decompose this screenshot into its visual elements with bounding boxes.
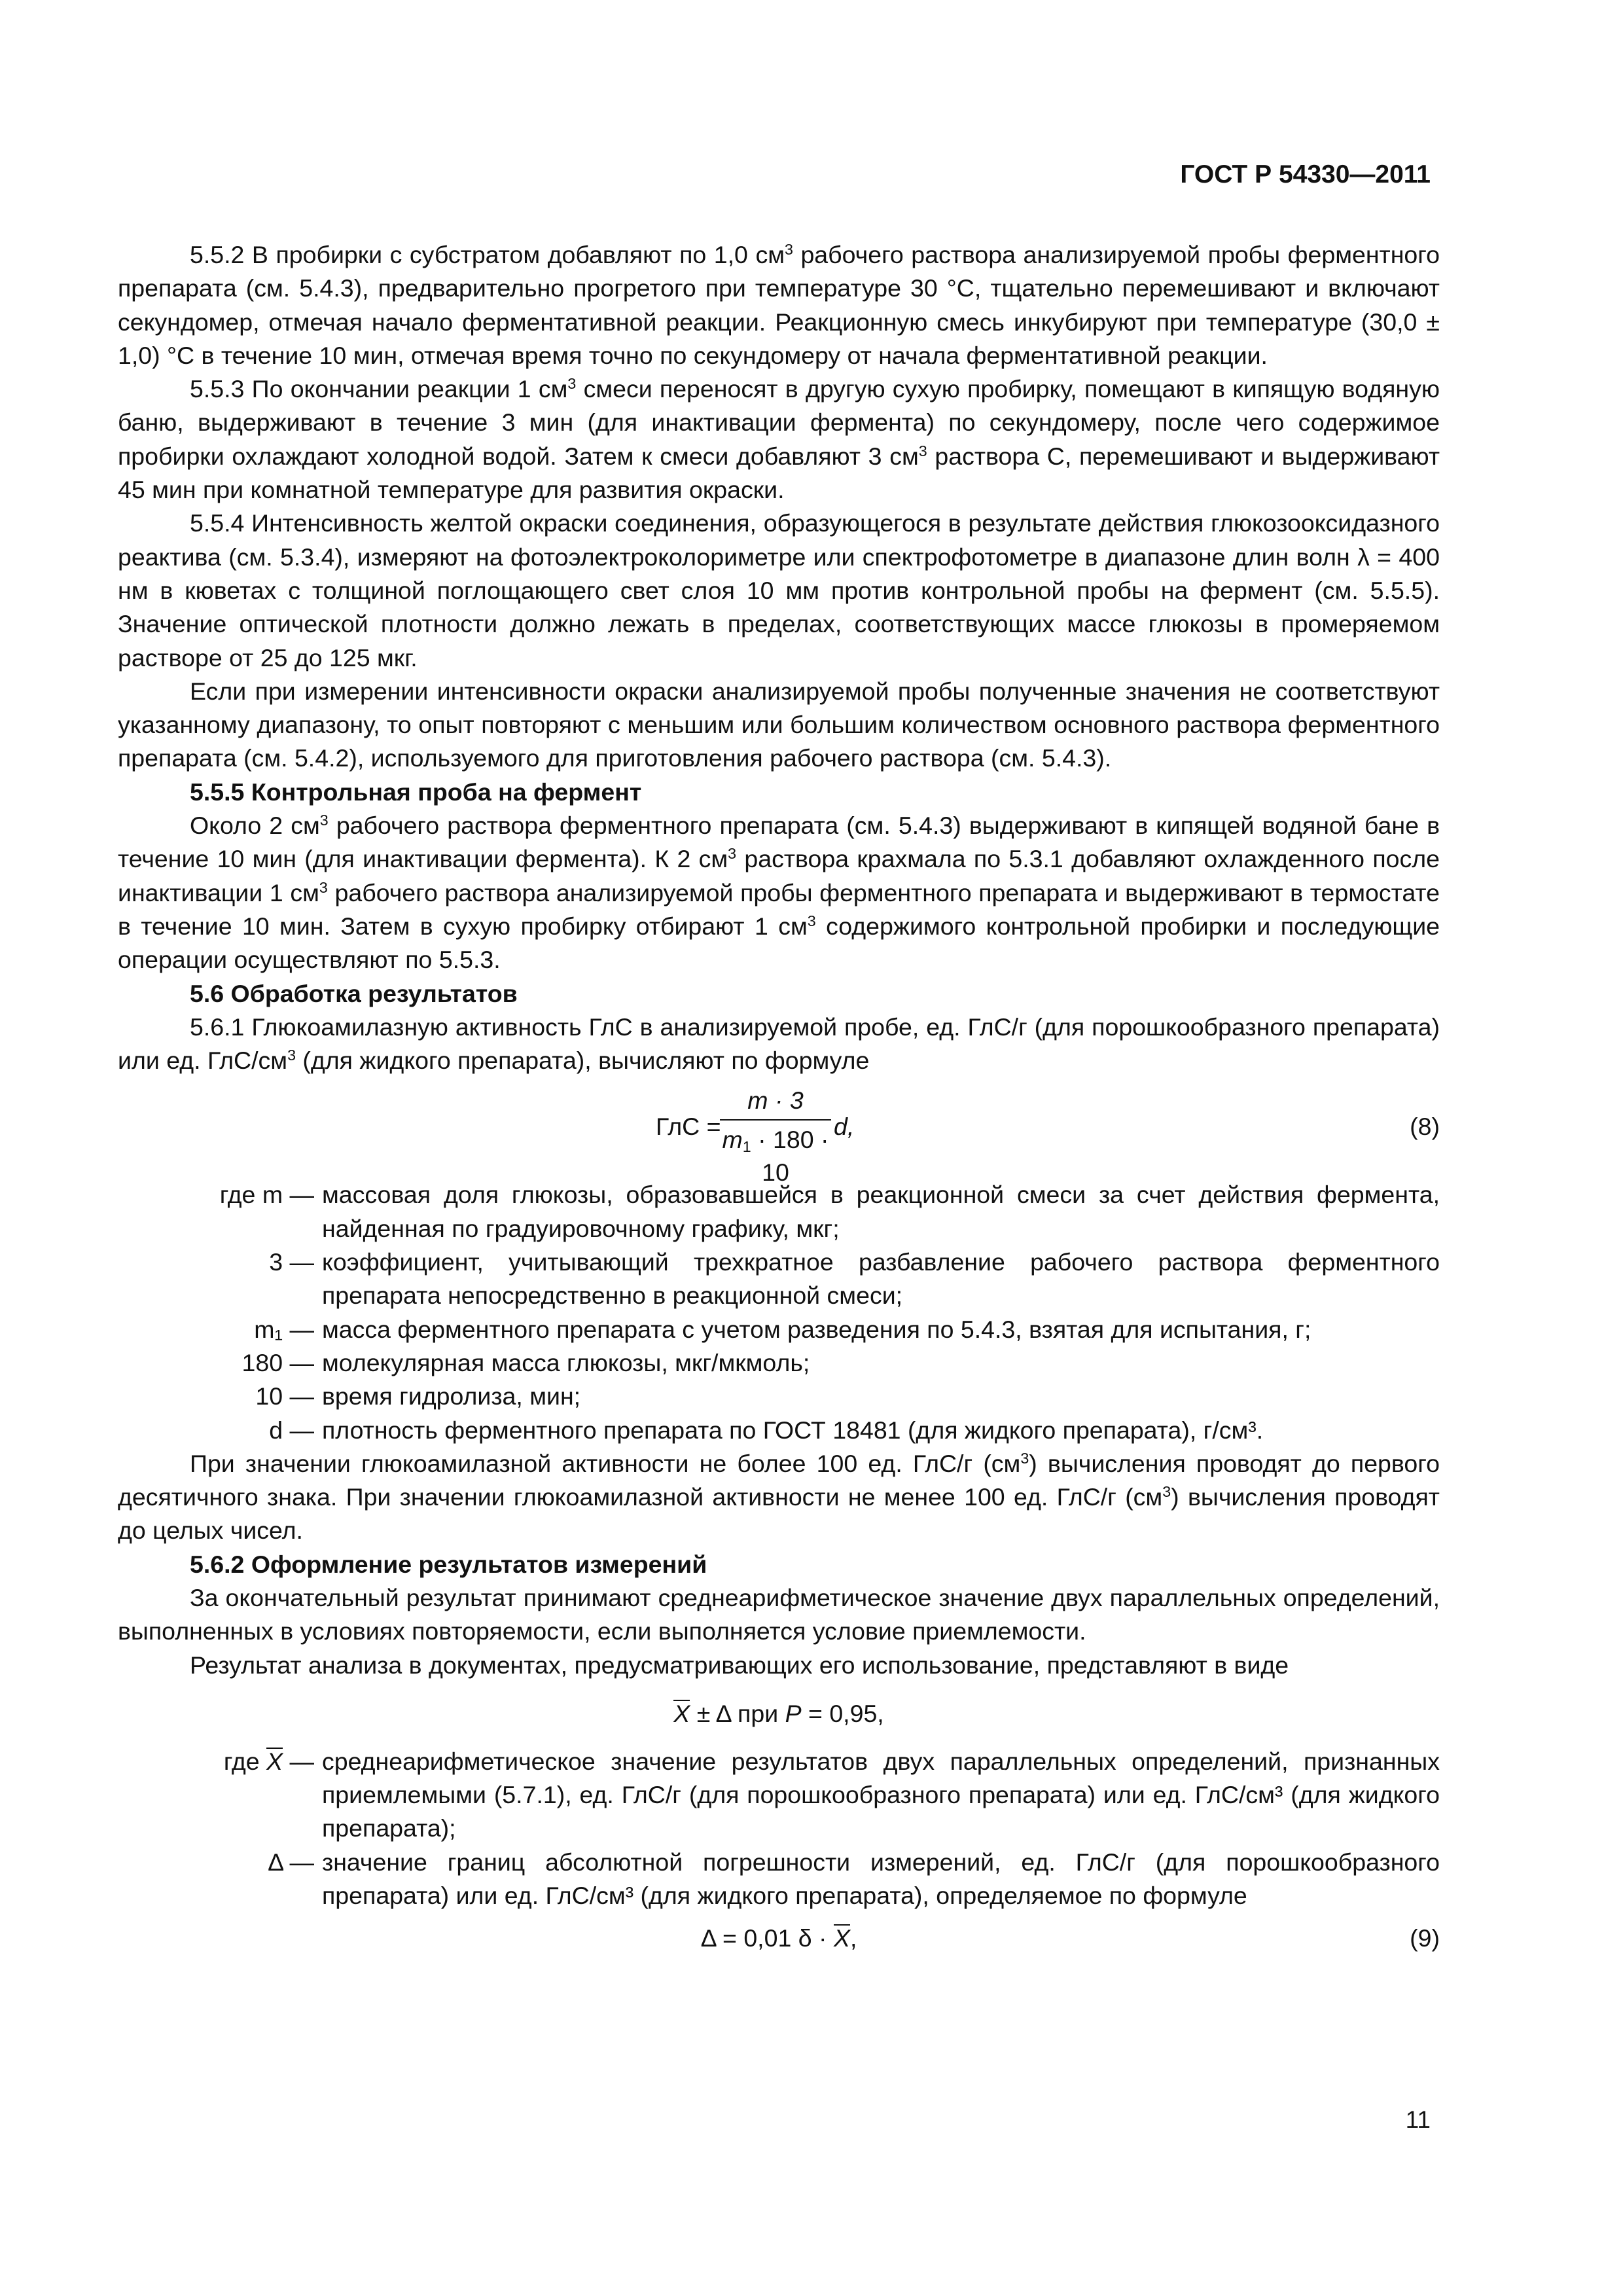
paragraph-5-6-1: 5.6.1 Глюкоамилазную активность ГлС в анализируемой пробе, ед. ГлС/г (для порошкообразного препарата) или ед. ГлС/$см^3$ (для жидкого препарата), вычисляют по формуле bbox=[118, 1013, 1440, 1075]
formula-8-numerator: m · 3 bbox=[720, 1084, 831, 1121]
legend-row: где X — среднеарифметическое значение результатов двух параллельных определений, признанных приемлемыми (5.7.1), ед. ГлС/г (для порошкообразного препарата) или ед. ГлС/см³ (для жидкого препарата); bbox=[223, 1747, 1440, 1842]
legend-row: 10 — время гидролиза, мин; bbox=[255, 1382, 581, 1410]
formula-9-expression: Δ = 0,01 δ · X, bbox=[700, 1924, 857, 1952]
paragraph-5-6-2-b: Результат анализа в документах, предусматривающих его использование, представляют в виде bbox=[190, 1651, 1289, 1679]
legend-row: 3 — коэффициент, учитывающий трехкратное разбавление рабочего раствора ферментного препарата непосредственно в реакционной смеси; bbox=[269, 1248, 1440, 1310]
legend-row: Δ — значение границ абсолютной погрешности измерений, ед. ГлС/г (для порошкообразного препарата) или ед. ГлС/см³ (для жидкого препарата), определяемое по формуле bbox=[268, 1848, 1440, 1910]
formula-9 bbox=[118, 1912, 1440, 1969]
formula-8-lhs: ГлС = bbox=[656, 1113, 721, 1141]
formula-8-legend bbox=[118, 1178, 1440, 1446]
heading-5-6-2: 5.6.2 Оформление результатов измерений bbox=[190, 1550, 707, 1578]
paragraph-5-6-2-a: За окончательный результат принимают среднеарифметическое значение двух параллельных определений, выполненных в условиях повторяемости, если выполняется условие приемлемости. bbox=[118, 1583, 1440, 1645]
formula-8-denominator: $m_1 \cdot 180 \cdot 10$ bbox=[722, 1126, 829, 1187]
formula-8-number: (8) bbox=[1410, 1113, 1440, 1141]
legend-row: m₁ — масса ферментного препарата с учетом разведения по 5.4.3, взятая для испытания, г; bbox=[254, 1315, 1311, 1343]
legend-row: d — плотность ферментного препарата по ГОСТ 18481 (для жидкого препарата), г/см³. bbox=[269, 1416, 1264, 1444]
paragraph-5-5-4-note: Если при измерении интенсивности окраски анализируемой пробы полученные значения не соответствуют указанному диапазону, то опыт повторяют с меньшим или большим количеством основного раствора ферментного препарата (см. 5.4.2), используемого для приготовления рабочего раствора (см. 5.4.3). bbox=[118, 677, 1440, 772]
document-body bbox=[118, 238, 1440, 1969]
legend-row: 180 — молекулярная масса глюкозы, мкг/мкмоль; bbox=[241, 1348, 810, 1376]
document-id: ГОСТ Р 54330—2011 bbox=[1180, 160, 1431, 188]
paragraph-rounding: При значении глюкоамилазной активности не более 100 ед. ГлС/г $(см^3)$ вычисления проводят до первого десятичного знака. При значении глюкоамилазной активности не менее 100 ед. ГлС/г $(см^3)$ вычисления проводят до целых чисел. bbox=[118, 1449, 1440, 1545]
paragraph-5-5-4: 5.5.4 Интенсивность желтой окраски соединения, образующегося в результате действия глюкозооксидазного реактива (см. 5.3.4), измеряют на фотоэлектроколориметре или спектрофотометре в диапазоне длин волн λ = 400 нм в кюветах с толщиной поглощающего свет слоя 10 мм против контрольной пробы на фермент (см. 5.5.5). Значение оптической плотности должно лежать в пределах, соответствующих массе глюкозы в промеряемом растворе от 25 до 125 мкг. bbox=[118, 509, 1440, 672]
paragraph-5-5-2: 5.5.2 В пробирки с субстратом добавляют по 1,0 $см^3$ рабочего раствора анализируемой пробы ферментного препарата (см. 5.4.3), предварительно прогретого при температуре 30 °С, тщательно перемешивают и включают секундомер, отмечая начало ферментативной реакции. Реакционную смесь инкубируют при температуре (30,0 ± 1,0) °С в течение 10 мин, отмечая время точно по секундомеру от начала ферментативной реакции. bbox=[118, 241, 1440, 369]
paragraph-5-5-3: 5.5.3 По окончании реакции 1 $см^3$ смеси переносят в другую сухую пробирку, помещают в кипящую водяную баню, выдерживают в течение 3 мин (для инактивации фермента) по секундомеру, после чего содержимое пробирки охлаждают холодной водой. Затем к смеси добавляют 3 $см^3$ раствора С, перемешивают и выдерживают 45 мин при комнатной температуре для развития окраски. bbox=[118, 375, 1440, 504]
formula-8-tail: d, bbox=[834, 1113, 855, 1141]
legend-row: где m — массовая доля глюкозы, образовавшейся в реакционной смеси за счет действия фермента, найденная по градуировочному графику, мкг; bbox=[219, 1181, 1440, 1242]
paragraph-5-5-5: Около 2 $см^3$ рабочего раствора ферментного препарата (см. 5.4.3) выдерживают в кипящей водяной бане в течение 10 мин (для инактивации фермента). К 2 $см^3$ раствора крахмала по 5.3.1 добавляют охлажденного после инактивации 1 $см^3$ рабочего раствора анализируемой пробы ферментного препарата и выдерживают в термостате в течение 10 мин. Затем в сухую пробирку отбирают 1 $см^3$ содержимого контрольной пробирки и последующие операции осуществляют по 5.5.3. bbox=[118, 812, 1440, 974]
result-legend bbox=[118, 1745, 1440, 1912]
formula-8-fraction bbox=[720, 1084, 831, 1189]
page-number: 11 bbox=[1405, 2106, 1431, 2133]
result-expression: X ± Δ при P = 0,95, bbox=[673, 1699, 884, 1727]
formula-9-number: (9) bbox=[1410, 1924, 1440, 1952]
heading-5-6: 5.6 Обработка результатов bbox=[190, 979, 518, 1007]
heading-5-5-5: 5.5.5 Контрольная проба на фермент bbox=[190, 778, 642, 806]
formula-8 bbox=[118, 1077, 1440, 1187]
